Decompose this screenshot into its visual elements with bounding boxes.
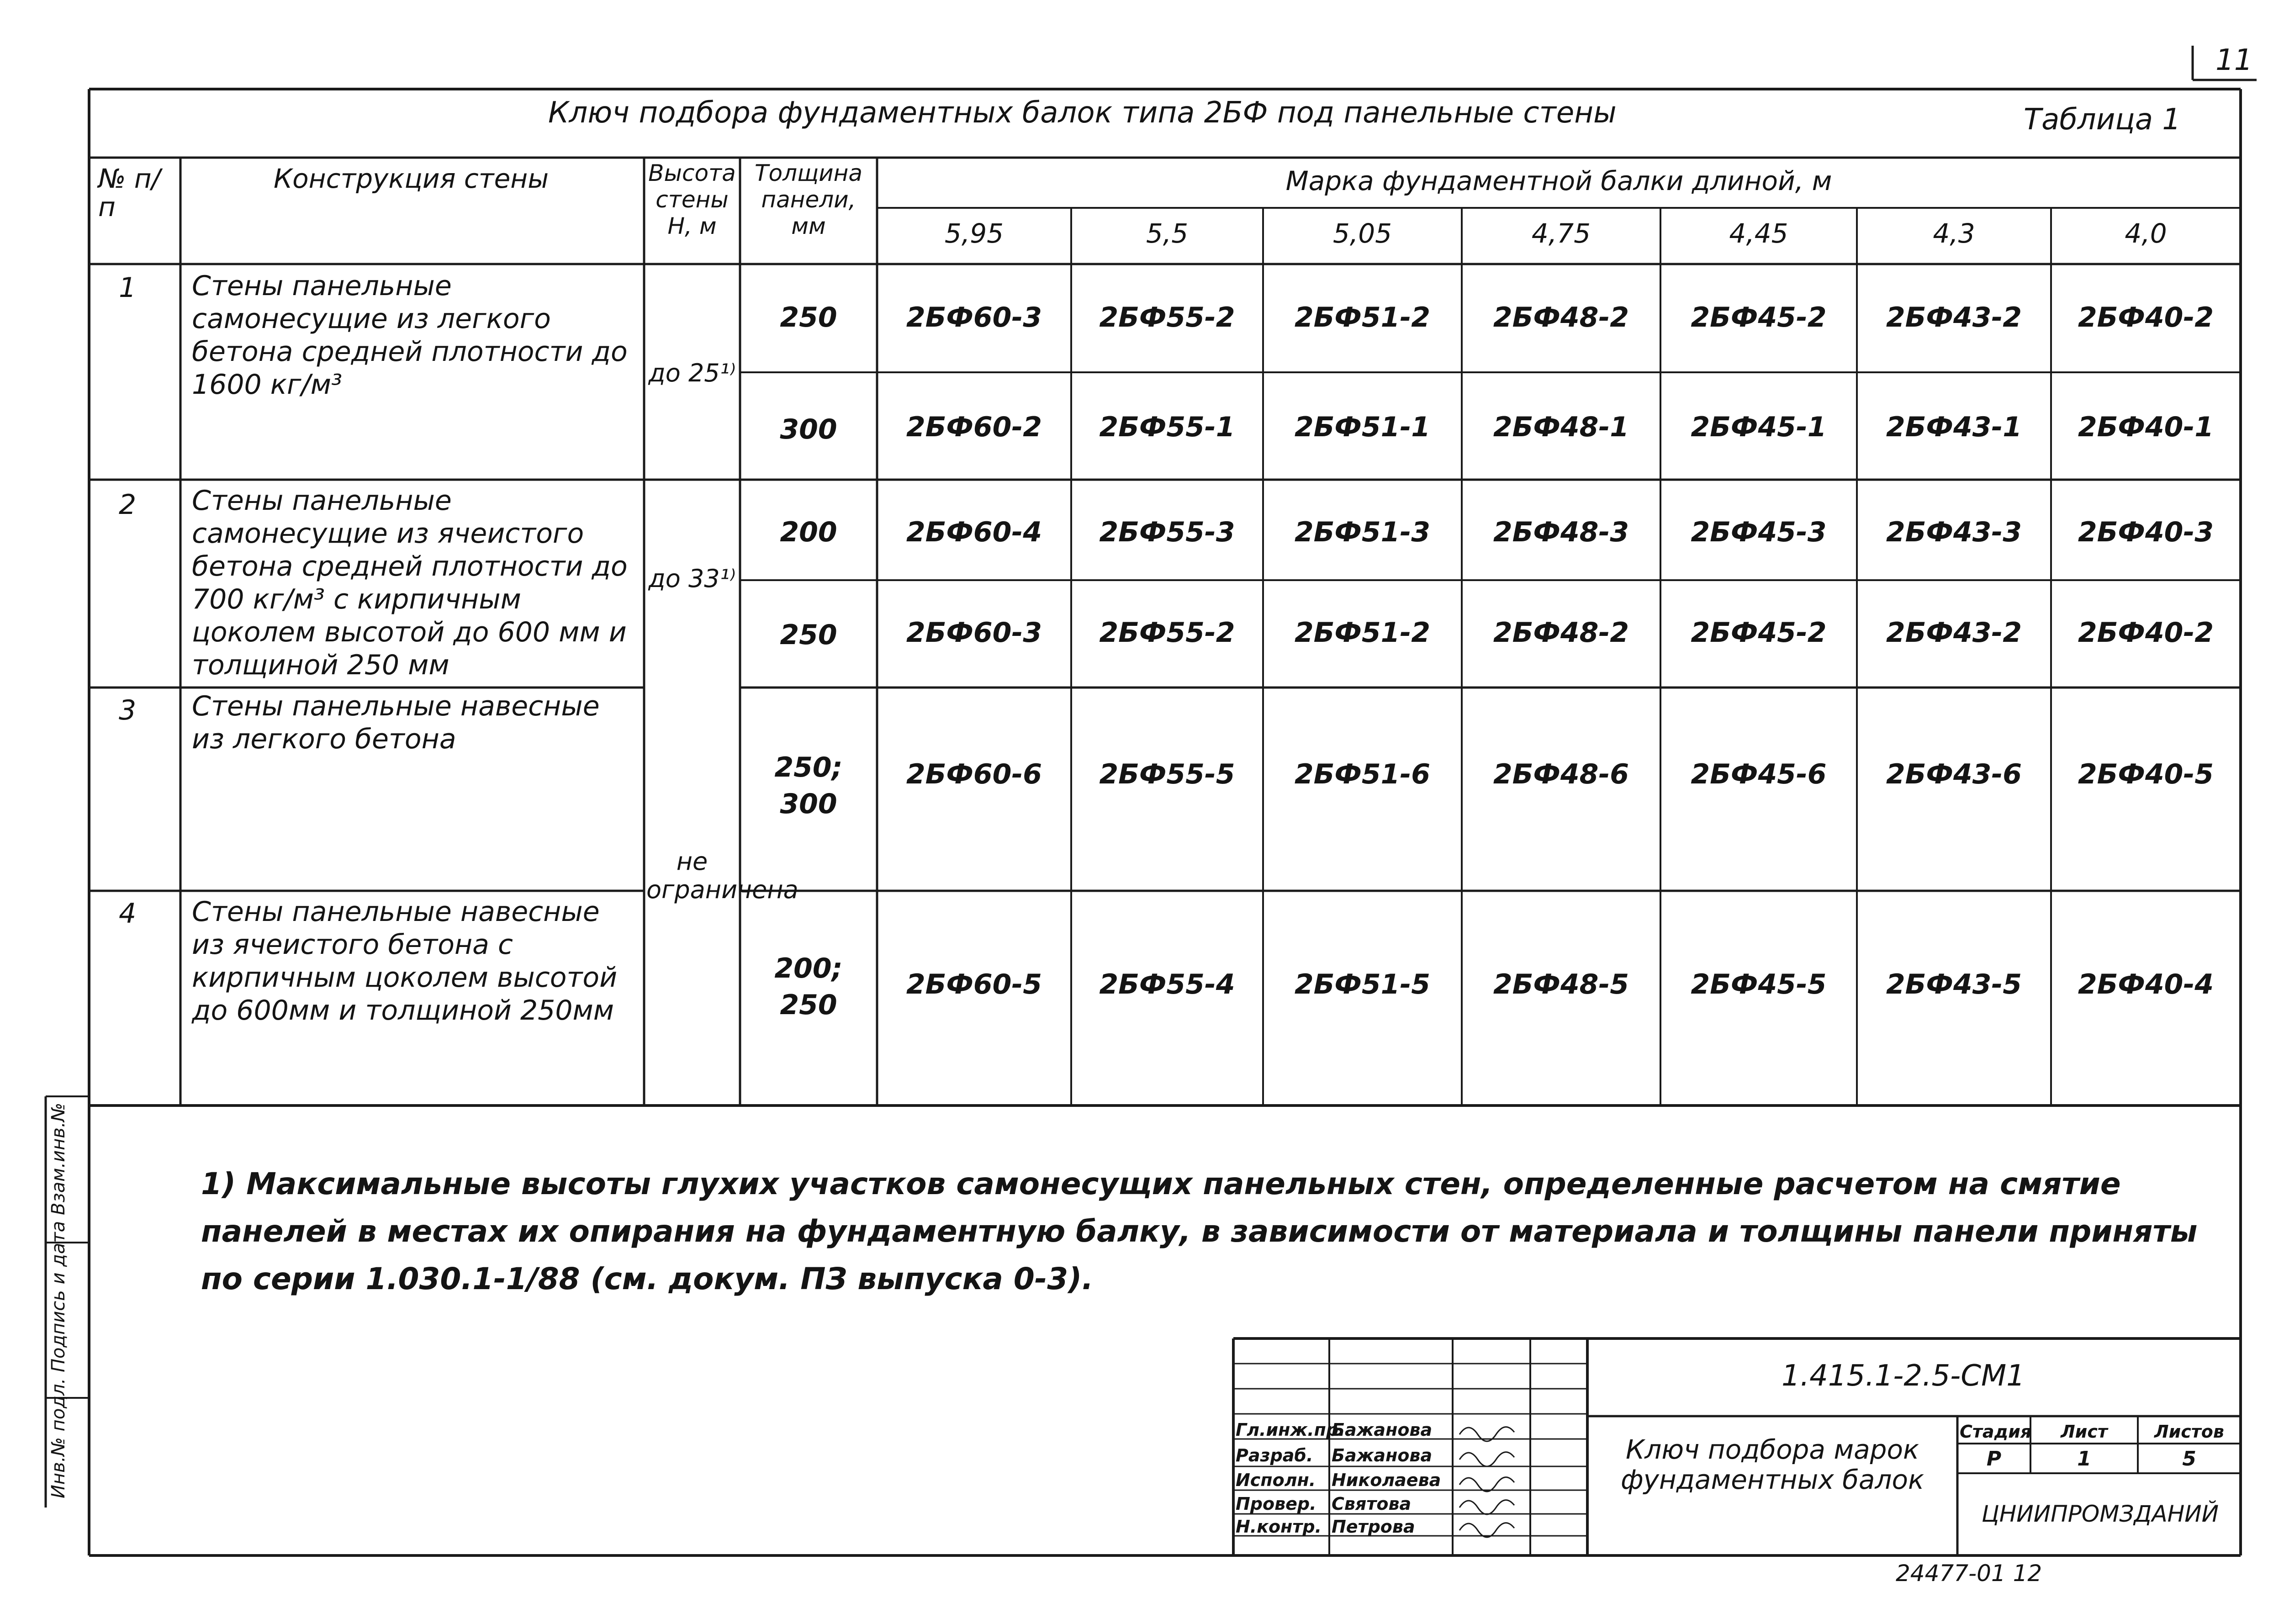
binding-strip-text: Инв.№ подл. Подпись и дата Взам.инв.№ xyxy=(48,1102,69,1498)
mark-cell: 2БФ43-2 xyxy=(1886,617,2022,649)
header-height: Высота стены Н, м xyxy=(648,160,736,239)
sheets-value: 5 xyxy=(2182,1447,2196,1471)
stamp-name: Петрова xyxy=(1332,1517,1415,1537)
header-length: 4,75 xyxy=(1531,218,1591,249)
mark-cell: 2БФ60-3 xyxy=(906,617,1042,649)
mark-cell: 2БФ51-2 xyxy=(1294,302,1431,333)
mark-cell: 2БФ43-5 xyxy=(1886,968,2022,1000)
bottom-number: 24477-01 12 xyxy=(1896,1560,2042,1587)
row-thickness: 250 xyxy=(780,619,837,651)
mark-cell: 2БФ45-5 xyxy=(1691,968,1827,1000)
mark-cell: 2БФ40-5 xyxy=(2078,758,2214,790)
header-length: 5,05 xyxy=(1332,218,1392,249)
mark-cell: 2БФ40-2 xyxy=(2078,302,2214,333)
mark-cell: 2БФ45-2 xyxy=(1691,302,1827,333)
mark-cell: 2БФ40-4 xyxy=(2078,968,2214,1000)
mark-cell: 2БФ48-6 xyxy=(1493,758,1629,790)
mark-cell: 2БФ40-3 xyxy=(2078,516,2214,548)
header-thickness: Толщина панели, мм xyxy=(754,160,862,239)
mark-cell: 2БФ51-1 xyxy=(1294,411,1431,443)
row-construction: Стены панельные навесные из ячеистого бетона с кирпичным цоколем высотой до 600мм и толщиной 250мм xyxy=(192,896,618,1026)
mark-cell: 2БФ43-6 xyxy=(1886,758,2022,790)
row-height: до 33¹⁾ xyxy=(648,564,736,593)
mark-cell: 2БФ51-6 xyxy=(1294,758,1431,790)
mark-cell: 2БФ60-5 xyxy=(906,968,1042,1000)
header-length: 4,45 xyxy=(1729,218,1788,249)
row-num: 1 xyxy=(119,272,137,304)
mark-cell: 2БФ40-1 xyxy=(2078,411,2214,443)
row-height-unlimited: не ограничена xyxy=(646,847,798,904)
mark-cell: 2БФ60-2 xyxy=(906,411,1042,443)
stage-value: Р xyxy=(1986,1447,2002,1471)
mark-cell: 2БФ48-2 xyxy=(1493,302,1629,333)
mark-cell: 2БФ48-2 xyxy=(1493,617,1629,649)
row-thickness: 200; 250 xyxy=(774,952,843,1021)
stamp-name: Николаева xyxy=(1332,1470,1441,1490)
mark-cell: 2БФ43-2 xyxy=(1886,302,2022,333)
page-number: 11 xyxy=(2215,43,2253,77)
mark-cell: 2БФ48-1 xyxy=(1493,411,1629,443)
header-length: 4,3 xyxy=(1933,218,1975,249)
header-mark-group: Марка фундаментной балки длиной, м xyxy=(1285,165,1832,196)
mark-cell: 2БФ48-5 xyxy=(1493,968,1629,1000)
stamp-name: Святова xyxy=(1332,1494,1412,1514)
row-num: 4 xyxy=(119,898,137,930)
mark-cell: 2БФ40-2 xyxy=(2078,617,2214,649)
row-construction: Стены панельные навесные из легкого бетона xyxy=(192,690,600,755)
mark-cell: 2БФ43-3 xyxy=(1886,516,2022,548)
doc-title: Ключ подбора марок фундаментных балок xyxy=(1621,1434,1924,1495)
stamp-role: Исполн. xyxy=(1236,1470,1316,1490)
mark-cell: 2БФ43-1 xyxy=(1886,411,2022,443)
header-length: 4,0 xyxy=(2125,218,2167,249)
footnote: 1) Максимальные высоты глухих участков самонесущих панельных стен, определенные расчетом на смятие панелей в местах их опирания на фундаментную балку, в зависимости от материала и толщины панели приняты по серии 1.030.1-1/88 (см. докум. ПЗ выпуска 0-3). xyxy=(201,1166,2198,1296)
header-num: № п/п xyxy=(98,163,161,222)
header-length: 5,5 xyxy=(1146,218,1189,249)
stamp-role: Гл.инж.пр. xyxy=(1236,1420,1345,1440)
table-title: Ключ подбора фундаментных балок типа 2БФ под панельные стены xyxy=(548,96,1617,130)
mark-cell: 2БФ55-1 xyxy=(1099,411,1235,443)
mark-cell: 2БФ60-4 xyxy=(906,516,1042,548)
mark-cell: 2БФ45-6 xyxy=(1691,758,1827,790)
organization: ЦНИИПРОМЗДАНИЙ xyxy=(1981,1501,2219,1527)
stamp-role: Н.контр. xyxy=(1236,1517,1322,1537)
row-construction: Стены панельные самонесущие из ячеистого бетона средней плотности до 700 кг/м³ с кирпичным цоколем высотой до 600 мм и толщиной 250 мм xyxy=(192,485,628,681)
mark-cell: 2БФ45-3 xyxy=(1691,516,1827,548)
mark-cell: 2БФ55-5 xyxy=(1099,758,1235,790)
sheets-label: Листов xyxy=(2154,1422,2224,1442)
mark-cell: 2БФ55-2 xyxy=(1099,617,1235,649)
header-construction: Конструкция стены xyxy=(273,163,549,194)
row-thickness: 250 xyxy=(780,302,837,333)
mark-cell: 2БФ55-2 xyxy=(1099,302,1235,333)
row-num: 3 xyxy=(119,694,137,726)
mark-cell: 2БФ51-5 xyxy=(1294,968,1431,1000)
mark-cell: 2БФ48-3 xyxy=(1493,516,1629,548)
mark-cell: 2БФ45-2 xyxy=(1691,617,1827,649)
mark-cell: 2БФ55-3 xyxy=(1099,516,1235,548)
header-length: 5,95 xyxy=(944,218,1004,249)
mark-cell: 2БФ60-6 xyxy=(906,758,1042,790)
mark-cell: 2БФ55-4 xyxy=(1099,968,1235,1000)
row-construction: Стены панельные самонесущие из легкого бетона средней плотности до 1600 кг/м³ xyxy=(192,270,628,401)
stamp-name: Бажанова xyxy=(1332,1445,1433,1465)
stage-label: Стадия xyxy=(1960,1422,2032,1442)
mark-cell: 2БФ51-2 xyxy=(1294,617,1431,649)
row-thickness: 300 xyxy=(780,413,837,445)
sheet-value: 1 xyxy=(2077,1447,2091,1471)
table-caption: Таблица 1 xyxy=(2024,103,2181,137)
row-thickness: 200 xyxy=(780,516,837,548)
sheet-label: Лист xyxy=(2061,1422,2108,1442)
row-height: до 25¹⁾ xyxy=(648,359,736,387)
stamp-name: Бажанова xyxy=(1332,1420,1433,1440)
mark-cell: 2БФ60-3 xyxy=(906,302,1042,333)
stamp-role: Провер. xyxy=(1236,1494,1316,1514)
mark-cell: 2БФ45-1 xyxy=(1691,411,1827,443)
mark-cell: 2БФ51-3 xyxy=(1294,516,1431,548)
row-thickness: 250; 300 xyxy=(774,751,843,820)
row-num: 2 xyxy=(119,489,137,521)
doc-code: 1.415.1-2.5-СМ1 xyxy=(1782,1359,2025,1393)
stamp-role: Разраб. xyxy=(1236,1445,1313,1465)
